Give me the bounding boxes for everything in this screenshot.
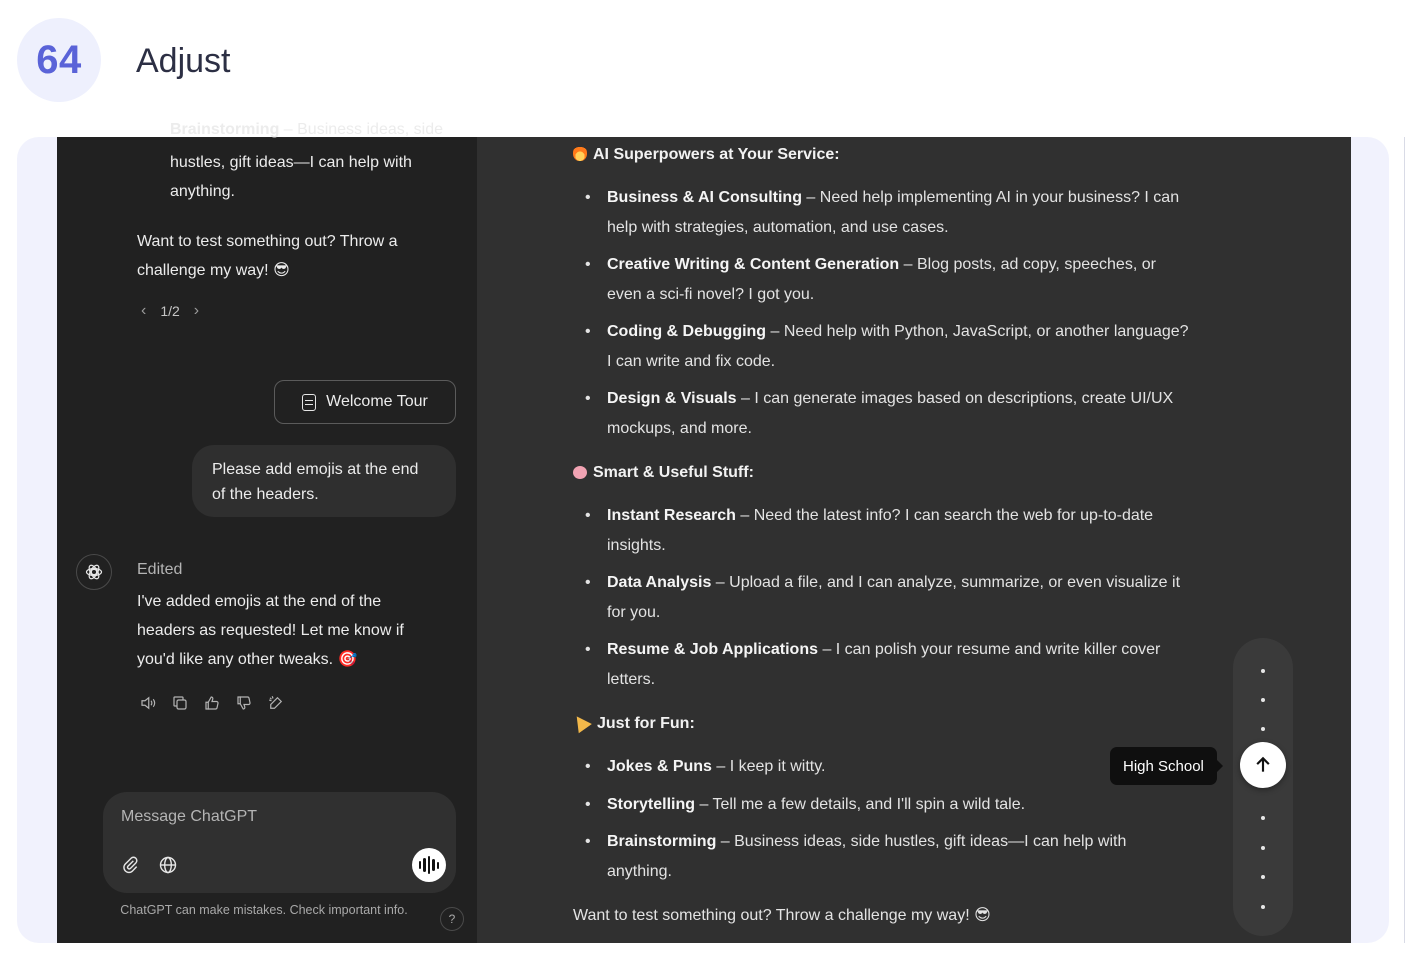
text-line: Want to test something out? Throw a <box>137 233 398 250</box>
canvas-panel <box>477 137 1351 943</box>
canvas-document <box>573 145 1193 928</box>
level-dot[interactable] <box>1261 846 1265 850</box>
list-item <box>573 790 1193 820</box>
closing-text: Want to test something out? Throw a challenge my way! 😎 <box>573 907 991 924</box>
edit-in-canvas-icon[interactable] <box>266 693 286 713</box>
message-actions <box>138 693 286 713</box>
list-item <box>573 568 1193 627</box>
text-line: hustles, gift ideas—I can help with <box>170 154 412 171</box>
list-item-title: Brainstorming <box>607 833 717 850</box>
web-search-icon[interactable] <box>157 854 179 876</box>
list-item-text: – I can generate images based on descriptions, create UI/UX mockups, and more. <box>607 390 1174 437</box>
previous-closing-text <box>137 227 398 285</box>
reading-level-tooltip: High School <box>1110 747 1217 785</box>
list-item <box>573 317 1193 376</box>
previous-response-button[interactable]: ‹ <box>141 302 147 319</box>
list-item-title: Jokes & Puns <box>607 758 712 775</box>
text-line: challenge my way! 😎 <box>137 262 290 279</box>
list-item-text: – I keep it witty. <box>711 758 826 775</box>
list-item <box>573 501 1193 560</box>
level-dot[interactable] <box>1261 875 1265 879</box>
attach-file-icon[interactable] <box>120 854 140 876</box>
list-item-text: – I can polish your resume and write killer cover letters. <box>607 641 1161 688</box>
section-title: Just for Fun: <box>597 715 695 732</box>
reading-level-slider-handle[interactable] <box>1240 742 1286 788</box>
welcome-tour-button[interactable] <box>274 380 456 424</box>
message-composer <box>103 792 456 893</box>
section-title: AI Superpowers at Your Service: <box>593 146 840 163</box>
cut-off-list-item <box>170 121 443 139</box>
user-message-bubble: Please add emojis at the end of the headers. <box>192 445 456 517</box>
response-index: 1/2 <box>160 303 180 319</box>
assistant-message: I've added emojis at the end of the headers as requested! Let me know if you'd like any other tweaks. 🎯 <box>137 593 404 668</box>
list-item-title: Instant Research <box>607 507 736 524</box>
step-badge: 64 <box>17 18 101 102</box>
list-item <box>573 250 1193 309</box>
fire-icon <box>573 145 587 161</box>
next-response-button[interactable]: › <box>193 302 200 319</box>
arrow-up-icon <box>1253 755 1273 775</box>
level-dot[interactable] <box>1261 669 1265 673</box>
welcome-tour-label: Welcome Tour <box>326 393 428 410</box>
party-popper-icon <box>570 712 592 733</box>
thumbs-up-icon[interactable] <box>202 693 222 713</box>
list-item-title: Resume & Job Applications <box>607 641 818 658</box>
feature-list <box>573 183 1193 443</box>
thumbs-down-icon[interactable] <box>234 693 254 713</box>
list-item-title: Data Analysis <box>607 574 712 591</box>
list-item-title: Design & Visuals <box>607 390 737 407</box>
list-item-text: – Blog posts, ad copy, speeches, or even a sci-fi novel? I got you. <box>607 256 1156 303</box>
cut-off-item-title: Brainstorming <box>170 121 280 138</box>
response-pager <box>141 302 199 320</box>
edited-status: Edited <box>137 561 183 578</box>
feature-list <box>573 752 1193 886</box>
list-item <box>573 635 1193 694</box>
list-item-title: Coding & Debugging <box>607 323 767 340</box>
section-title: Smart & Useful Stuff: <box>593 464 754 481</box>
list-item-text: – Need help implementing AI in your business? I can help with strategies, automation, and use cases. <box>607 189 1180 236</box>
previous-list-item-text <box>170 148 412 206</box>
frame-edge-divider <box>1404 137 1405 943</box>
list-item-title: Business & AI Consulting <box>607 189 802 206</box>
help-button[interactable]: ? <box>440 907 464 931</box>
level-dot[interactable] <box>1261 816 1265 820</box>
list-item-text: – Need help with Python, JavaScript, or another language? I can write and fix code. <box>607 323 1189 370</box>
list-item-text: – Need the latest info? I can search the web for up-to-date insights. <box>607 507 1154 554</box>
feature-list <box>573 501 1193 694</box>
list-item-text: – Tell me a few details, and I'll spin a wild tale. <box>695 795 1026 813</box>
message-input[interactable] <box>121 808 421 826</box>
cut-off-item-text: – Business ideas, side <box>279 121 443 138</box>
level-dot[interactable] <box>1261 727 1265 731</box>
text-line: anything. <box>170 183 235 200</box>
voice-mode-button[interactable] <box>412 848 446 882</box>
section-heading <box>573 463 1193 487</box>
list-item <box>573 752 1193 782</box>
screenshot-frame <box>17 121 1389 943</box>
list-item-title: Storytelling <box>607 795 696 813</box>
list-item <box>573 827 1193 886</box>
copy-icon[interactable] <box>170 693 190 713</box>
section-heading <box>573 145 1193 169</box>
chatgpt-logo-icon <box>76 554 112 590</box>
disclaimer-text: ChatGPT can make mistakes. Check important info. <box>120 903 408 917</box>
level-dot[interactable] <box>1261 698 1265 702</box>
chat-panel <box>57 121 477 943</box>
document-icon <box>302 394 316 411</box>
level-dot[interactable] <box>1261 905 1265 909</box>
brain-icon <box>573 466 587 479</box>
chatgpt-app <box>57 121 1351 943</box>
section-heading <box>573 714 1193 738</box>
list-item-text: – Business ideas, side hustles, gift ideas—I can help with anything. <box>607 833 1127 880</box>
list-item <box>573 183 1193 242</box>
list-item <box>573 384 1193 443</box>
page-title: Adjust <box>136 42 231 80</box>
list-item-text: – Upload a file, and I can analyze, summarize, or even visualize it for you. <box>607 574 1181 621</box>
list-item-title: Creative Writing & Content Generation <box>607 256 900 273</box>
read-aloud-icon[interactable] <box>138 693 158 713</box>
